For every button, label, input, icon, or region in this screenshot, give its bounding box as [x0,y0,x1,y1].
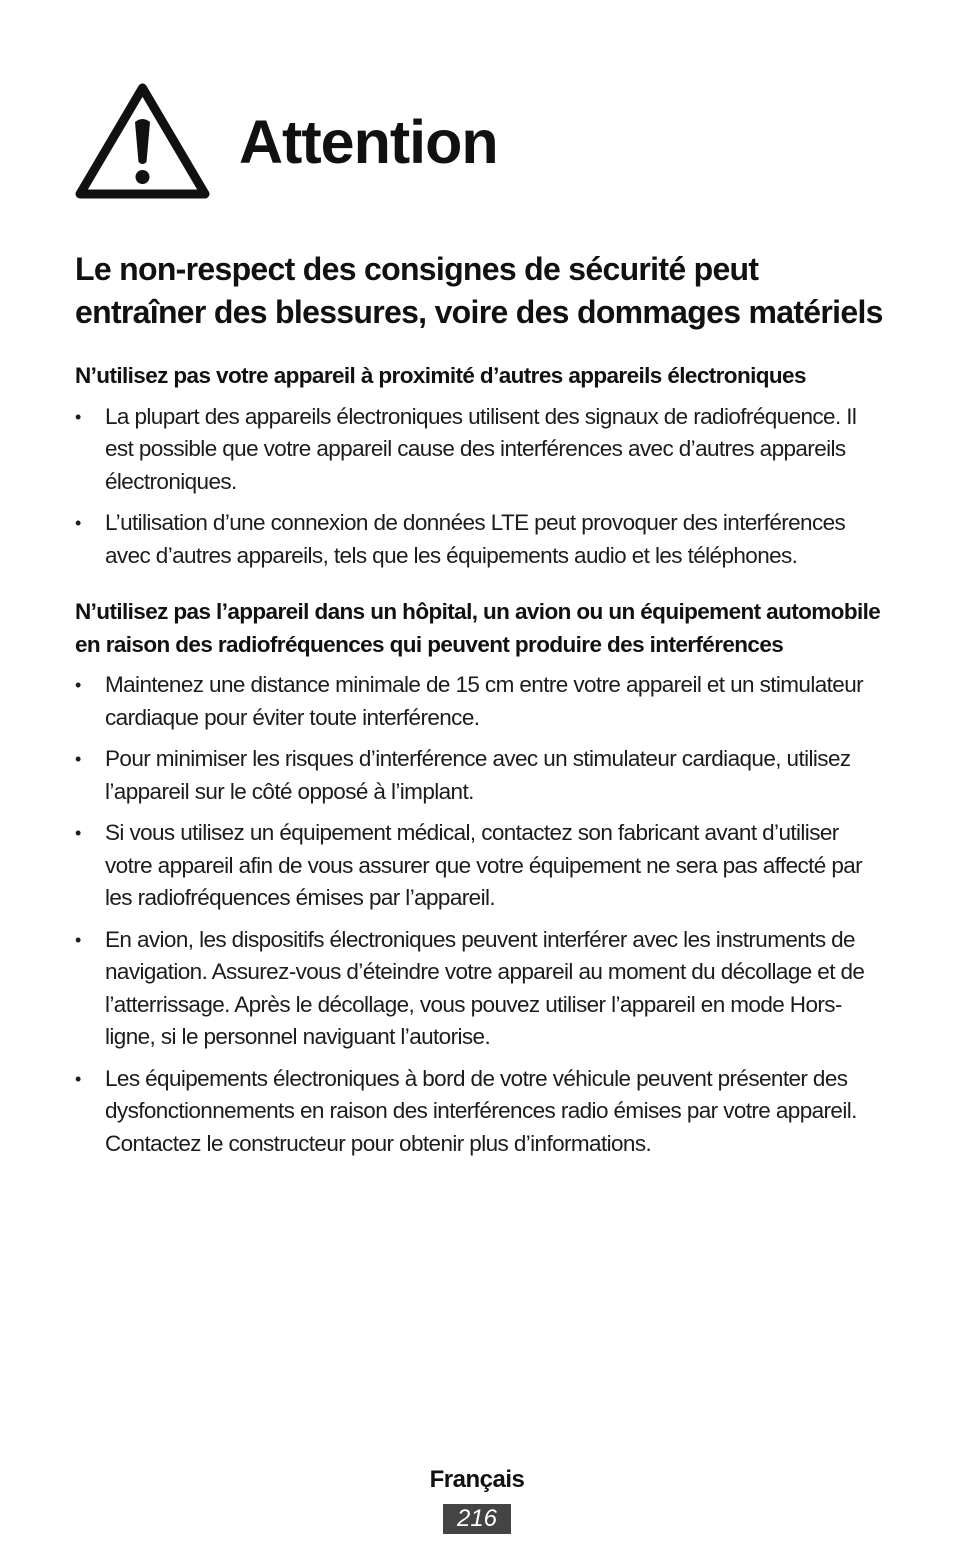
list-item [75,507,887,572]
bullet: • [75,513,81,533]
bullet-list-hospital [75,669,887,1160]
document-body [75,248,887,1184]
bullet-list-electronics [75,401,887,573]
list-item [75,1063,887,1161]
warning-triangle-icon [74,80,211,202]
subsection-title-hospital: N’utilisez pas l’appareil dans un hôpital, un avion ou un équipement automobile en raison des radiofréquences qui peuvent produire des interférences [75,599,881,657]
bullet: • [75,675,81,695]
list-item-text: L’utilisation d’une connexion de données LTE peut provoquer des interférences avec d’autres appareils, tels que les équipements audio et les téléphones. [105,510,846,568]
bullet: • [75,749,81,769]
page-title: Attention [239,108,498,176]
list-item [75,817,887,915]
bullet: • [75,823,81,843]
list-item-text: Si vous utilisez un équipement médical, contactez son fabricant avant d’utiliser votre appareil afin de vous assurer que votre équipement ne sera pas affecté par les radiofréquences émises par l’appareil. [105,820,863,910]
subsection-title-electronics: N’utilisez pas votre appareil à proximité d’autres appareils électroniques [75,363,806,388]
bullet: • [75,1068,81,1089]
page-footer [0,1462,954,1534]
page-header [74,80,874,204]
list-item [75,669,887,734]
list-item [75,401,887,499]
section-heading: Le non-respect des consignes de sécurité peut entraîner des blessures, voire des dommages matériels [75,251,883,330]
list-item-text: La plupart des appareils électroniques utilisent des signaux de radiofréquence. Il est possible que votre appareil cause des interférences avec d’autres appareils électroniques. [105,403,857,494]
list-item-text: Les équipements électroniques à bord de votre véhicule peuvent présenter des dysfonctionnements en raison des interférences radio émises par votre appareil. Contactez le constructeur pour obtenir plus d’informations. [105,1065,857,1156]
list-item [75,743,887,808]
footer-language: Français [429,1466,525,1493]
bullet: • [75,406,81,427]
list-item-text: Maintenez une distance minimale de 15 cm entre votre appareil et un stimulateur cardiaque pour éviter toute interférence. [105,672,864,730]
bullet: • [75,929,81,950]
list-item [75,924,887,1054]
list-item-text: En avion, les dispositifs électroniques peuvent interférer avec les instruments de navigation. Assurez-vous d’éteindre votre appareil au moment du décollage et de l’atterrissage. Après le décollage, vous pouvez utiliser l’appareil en mode Hors-ligne, si le personnel naviguant l’autorise. [105,926,865,1049]
list-item-text: Pour minimiser les risques d’interférence avec un stimulateur cardiaque, utilisez l’appareil sur le côté opposé à l’implant. [105,746,851,804]
page-number: 216 [443,1504,511,1534]
